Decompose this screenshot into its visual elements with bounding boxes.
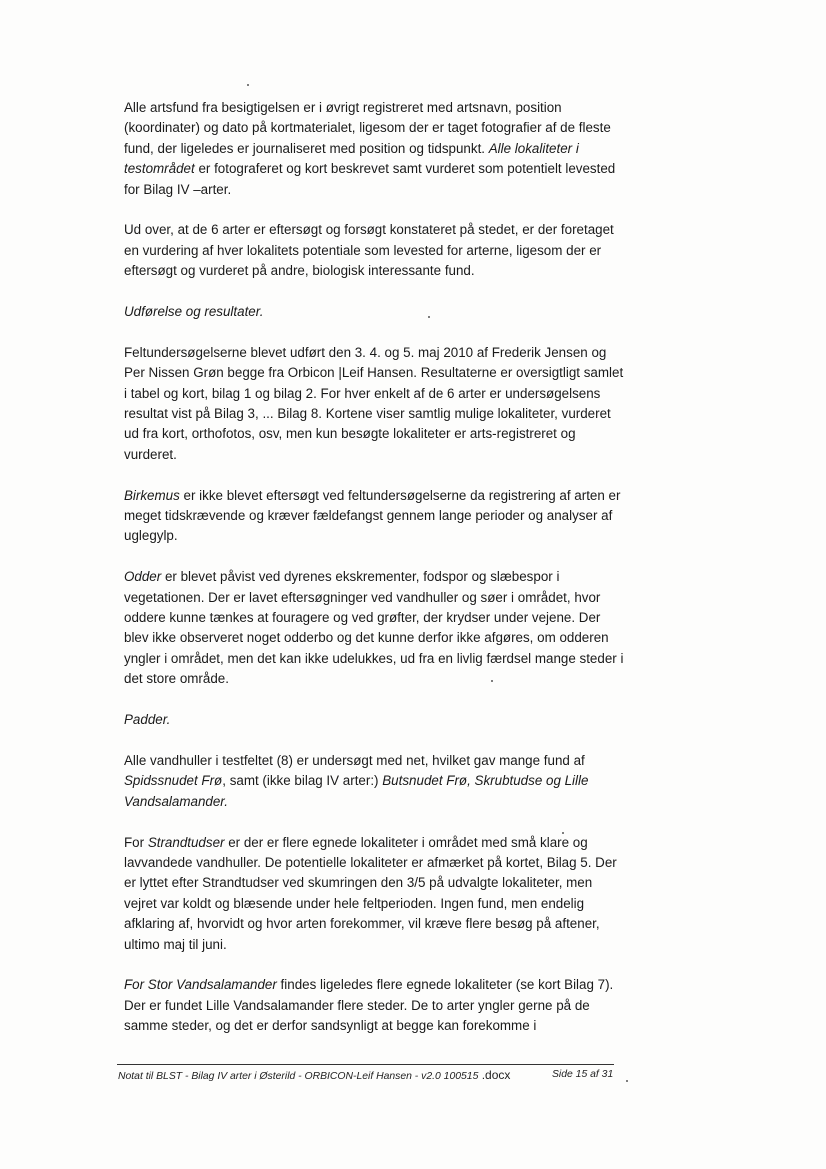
text-segment: For (124, 834, 148, 850)
footer-file-extension: .docx (478, 1068, 511, 1082)
text-segment: er fotograferet og kort beskrevet samt vurderet som potentielt levested for Bilag IV –arter. (124, 161, 616, 197)
text-segment: Ud over, at de 6 arter er eftersøgt og forsøgt konstateret på stedet, er der foretaget en vurdering af hver lokalitets potentiale som levested for arterne, ligesom der er eftersøgt og vurderet på andre, biologisk interessante fund. (124, 222, 614, 279)
scan-speck (428, 316, 430, 318)
text-segment: Odder (124, 569, 162, 585)
text-segment: findes ligeledes flere egnede lokaliteter (se kort Bilag 7). Der er fundet Lille Vandsalamander flere steder. De to arter yngler gerne på de samme steder, og det er derfor sandsynligt at begge kan forekomme i (124, 977, 614, 1034)
paragraph-2 (124, 220, 624, 281)
paragraph-stor-vandsalamander (124, 975, 624, 1036)
text-segment: For Stor Vandsalamander (124, 977, 277, 993)
paragraph-vandhuller (124, 751, 624, 812)
scan-speck (247, 84, 249, 86)
text-segment: er der er flere egnede lokaliteter i området med små klare og lavvandede vandhuller. De potentielle lokaliteter er afmærket på kortet, Bilag 5. Der er lyttet efter Strandtudser ved skumringen den 3/5 på udvalgte lokaliteter, men vejret var koldt og blæsende under hele feltperioden. Ingen fund, men endelig afklaring af, hvorvidt og hvor arten forekommer, vil kræve flere besøg på aftener, ultimo maj til juni. (124, 834, 617, 952)
text-segment: Udførelse og resultater. (124, 304, 264, 320)
scan-speck (626, 1080, 628, 1082)
text-segment: , samt (ikke bilag IV arter:) (222, 773, 383, 789)
text-segment: Butsnudet Frø, Skrubtudse og Lille Vandsalamander. (124, 773, 589, 809)
text-segment: Alle artsfund fra besigtigelsen er i øvrigt registreret med artsnavn, position (koordinater) og dato på kortmaterialet, ligesom der er taget fotografier af de fleste fund, der ligeledes er journaliseret med position og tidspunkt. (124, 100, 611, 156)
text-segment: er ikke blevet eftersøgt ved feltundersøgelserne da registrering af arten er meget tidskrævende og kræver fældefangst gennem lange perioder og analyser af uglegylp. (124, 487, 621, 544)
text-segment: Padder. (124, 712, 171, 728)
text-segment: Spidssnudet Frø (124, 773, 223, 789)
section-heading-udfoerelse (124, 302, 624, 322)
paragraph-odder (124, 567, 624, 689)
text-segment: Strandtudser (147, 834, 225, 850)
footer-document-title: Notat til BLST - Bilag IV arter i Østerild - ORBICON-Leif Hansen - v2.0 100515 (118, 1071, 479, 1082)
scan-speck (562, 832, 564, 834)
paragraph-1 (124, 98, 624, 200)
text-segment: Alle lokaliteter i testområdet (124, 140, 579, 177)
footer-page-number: Side 15 af 31 (552, 1069, 614, 1080)
footer-divider (117, 1064, 614, 1065)
text-segment: Alle vandhuller i testfeltet (8) er undersøgt med net, hvilket gav mange fund af (124, 752, 585, 768)
text-segment: Feltundersøgelserne blevet udført den 3. 4. og 5. maj 2010 af Frederik Jensen og Per Nissen Grøn begge fra Orbicon |Leif Hansen. Resultaterne er oversigtligt samlet i tabel og kort, bilag 1 og bilag 2. For hver enkelt af de 6 arter er undersøgelsens resultat vist på Bilag 3, ... Bilag 8. Kortene viser samtlig mulige lokaliteter, vurderet ud fra kort, orthofotos, osv, men kun besøgte lokaliteter er arts-registreret og vurderet. (124, 344, 624, 462)
paragraph-birkemus (124, 486, 624, 547)
paragraph-strandtudser (124, 833, 624, 955)
section-heading-padder (124, 710, 624, 730)
page-footer (118, 1068, 618, 1084)
text-segment: er blevet påvist ved dyrenes ekskrementer, fodspor og slæbespor i vegetationen. Der er lavet eftersøgninger ved vandhuller og søer i området, hvor oddere kunne tænkes at fouragere og ved grøfter, der krydser under vejene. Der blev ikke observeret noget odderbo og det kunne derfor ikke afgøres, om odderen yngler i området, men det kan ikke udelukkes, ud fra en livlig færdsel mange steder i det store område. (124, 569, 624, 687)
paragraph-feltundersoegelser (124, 343, 624, 465)
text-segment: Birkemus (124, 487, 180, 503)
document-body (124, 98, 624, 1057)
scan-speck (491, 680, 493, 682)
